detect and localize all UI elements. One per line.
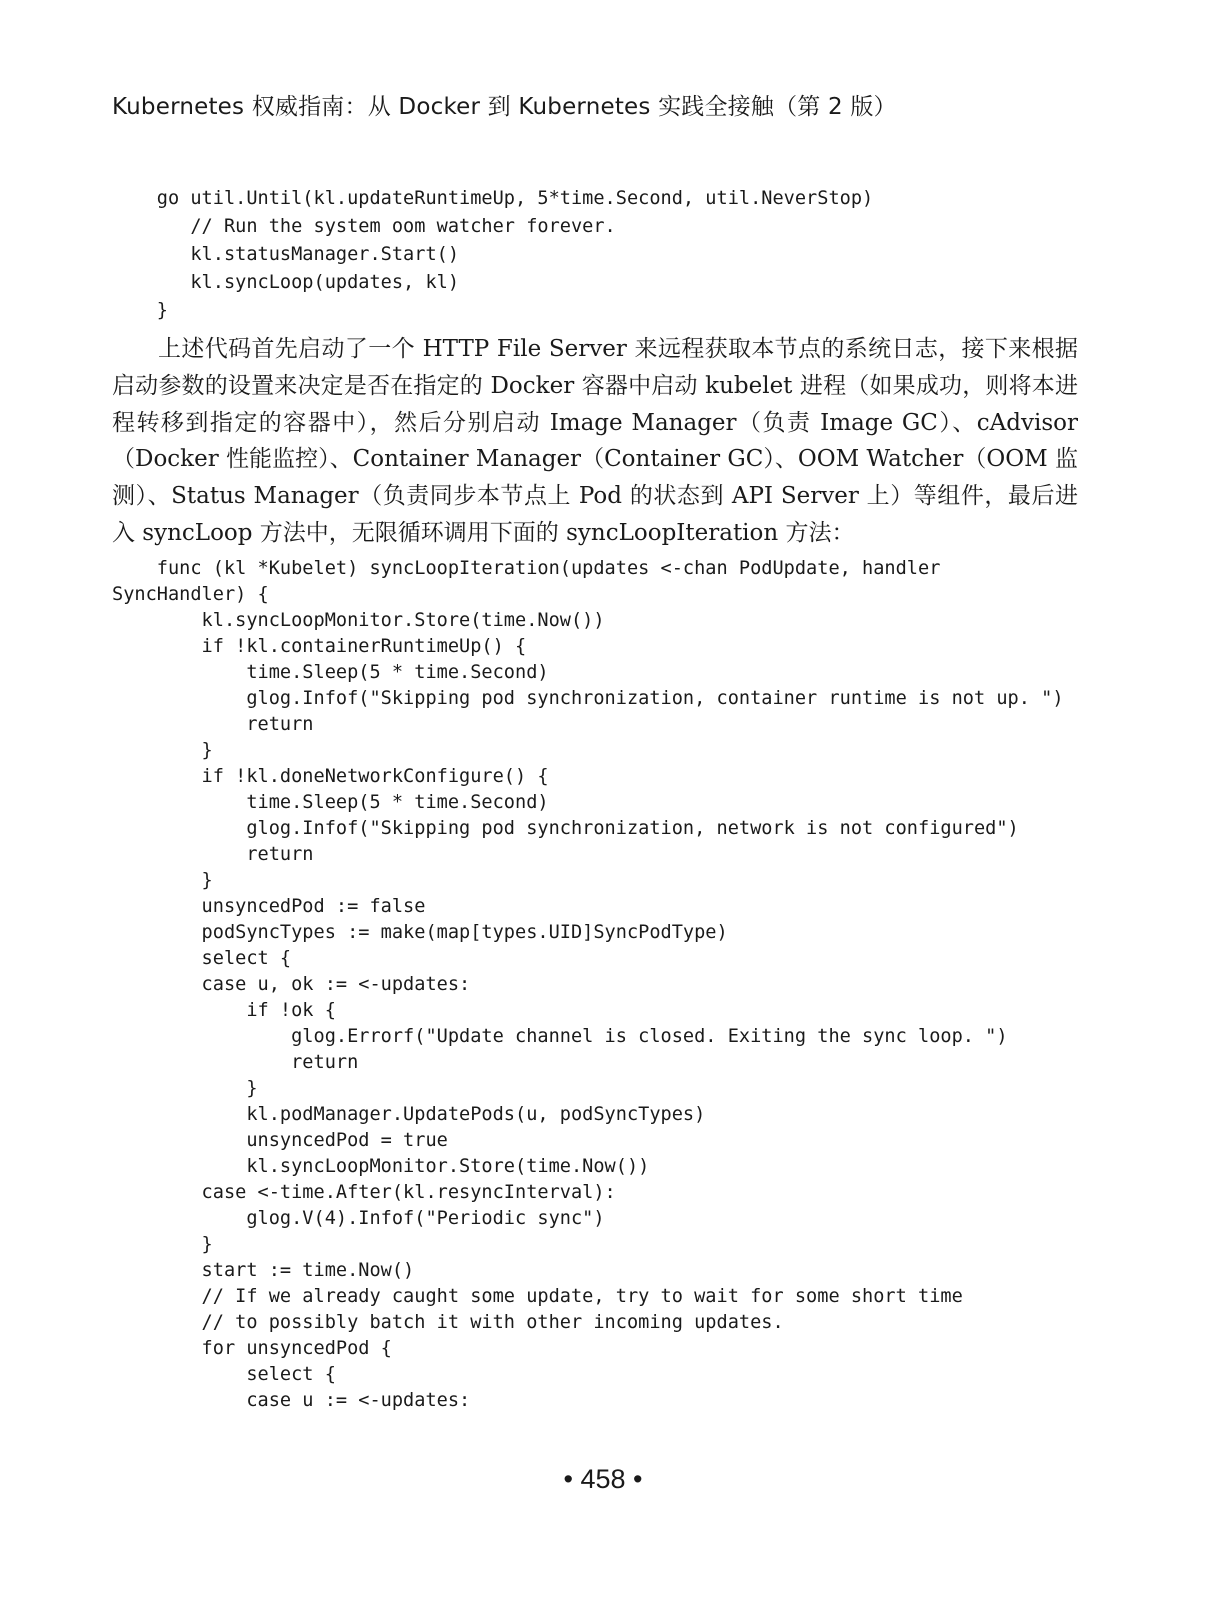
- page-number: • 458 •: [563, 1464, 643, 1494]
- code-line: glog.V(4).Infof("Periodic sync"): [112, 1208, 605, 1229]
- code-line: case u, ok := <-updates:: [112, 974, 471, 995]
- running-header: Kubernetes 权威指南：从 Docker 到 Kubernetes 实践全接触（第 2 版）: [112, 94, 897, 120]
- code-line: unsyncedPod := false: [112, 896, 426, 917]
- code-line: go util.Until(kl.updateRuntimeUp, 5*time.Second, util.NeverStop): [112, 188, 874, 209]
- code-line: return: [112, 1052, 359, 1073]
- code-line: // If we already caught some update, try to wait for some short time: [112, 1286, 963, 1307]
- code-line: unsyncedPod = true: [112, 1130, 448, 1151]
- code-line: time.Sleep(5 * time.Second): [112, 662, 549, 683]
- code-block-sync-loop-iteration: [112, 556, 1064, 1414]
- code-line: return: [112, 714, 314, 735]
- code-line: if !kl.doneNetworkConfigure() {: [112, 766, 549, 787]
- code-line: podSyncTypes := make(map[types.UID]SyncPodType): [112, 922, 728, 943]
- code-line: }: [112, 1078, 258, 1099]
- code-line: time.Sleep(5 * time.Second): [112, 792, 549, 813]
- code-line: for unsyncedPod {: [112, 1338, 392, 1359]
- code-line: if !kl.containerRuntimeUp() {: [112, 636, 527, 657]
- body-paragraph: 上述代码首先启动了一个 HTTP File Server 来远程获取本节点的系统日志，接下来根据启动参数的设置来决定是否在指定的 Docker 容器中启动 kubelet 进程（如果成功，则将本进程转移到指定的容器中），然后分别启动 Image Manager（负责 Image GC）、cAdvisor（Docker 性能监控）、Container Manager（Container GC）、OOM Watcher（OOM 监测）、Status Manager（负责同步本节点上 Pod 的状态到 API Server 上）等组件，最后进入 syncLoop 方法中，无限循环调用下面的 syncLoopIteration 方法：: [112, 336, 1078, 546]
- code-line: // Run the system oom watcher forever.: [112, 216, 616, 237]
- code-line: kl.syncLoopMonitor.Store(time.Now()): [112, 610, 605, 631]
- code-line: glog.Infof("Skipping pod synchronization, network is not configured"): [112, 818, 1019, 839]
- code-line: case u := <-updates:: [112, 1390, 471, 1411]
- code-line: kl.podManager.UpdatePods(u, podSyncTypes): [112, 1104, 706, 1125]
- code-line: kl.syncLoopMonitor.Store(time.Now()): [112, 1156, 650, 1177]
- code-line: if !ok {: [112, 1000, 336, 1021]
- code-line: // to possibly batch it with other incoming updates.: [112, 1312, 784, 1333]
- code-block-run-loop: [112, 185, 873, 325]
- code-line: }: [112, 870, 213, 891]
- code-line: kl.statusManager.Start(): [112, 244, 460, 265]
- code-line: select {: [112, 1364, 336, 1385]
- code-line: SyncHandler) {: [112, 584, 269, 605]
- code-line: }: [112, 1234, 213, 1255]
- code-line: start := time.Now(): [112, 1260, 415, 1281]
- code-line: case <-time.After(kl.resyncInterval):: [112, 1182, 616, 1203]
- code-line: kl.syncLoop(updates, kl): [112, 272, 460, 293]
- code-line: select {: [112, 948, 292, 969]
- code-line: }: [112, 740, 213, 761]
- code-line: return: [112, 844, 314, 865]
- code-line: func (kl *Kubelet) syncLoopIteration(updates <-chan PodUpdate, handler: [112, 558, 941, 579]
- code-line: glog.Infof("Skipping pod synchronization, container runtime is not up. "): [112, 688, 1064, 709]
- code-line: }: [112, 300, 168, 321]
- code-line: glog.Errorf("Update channel is closed. Exiting the sync loop. "): [112, 1026, 1008, 1047]
